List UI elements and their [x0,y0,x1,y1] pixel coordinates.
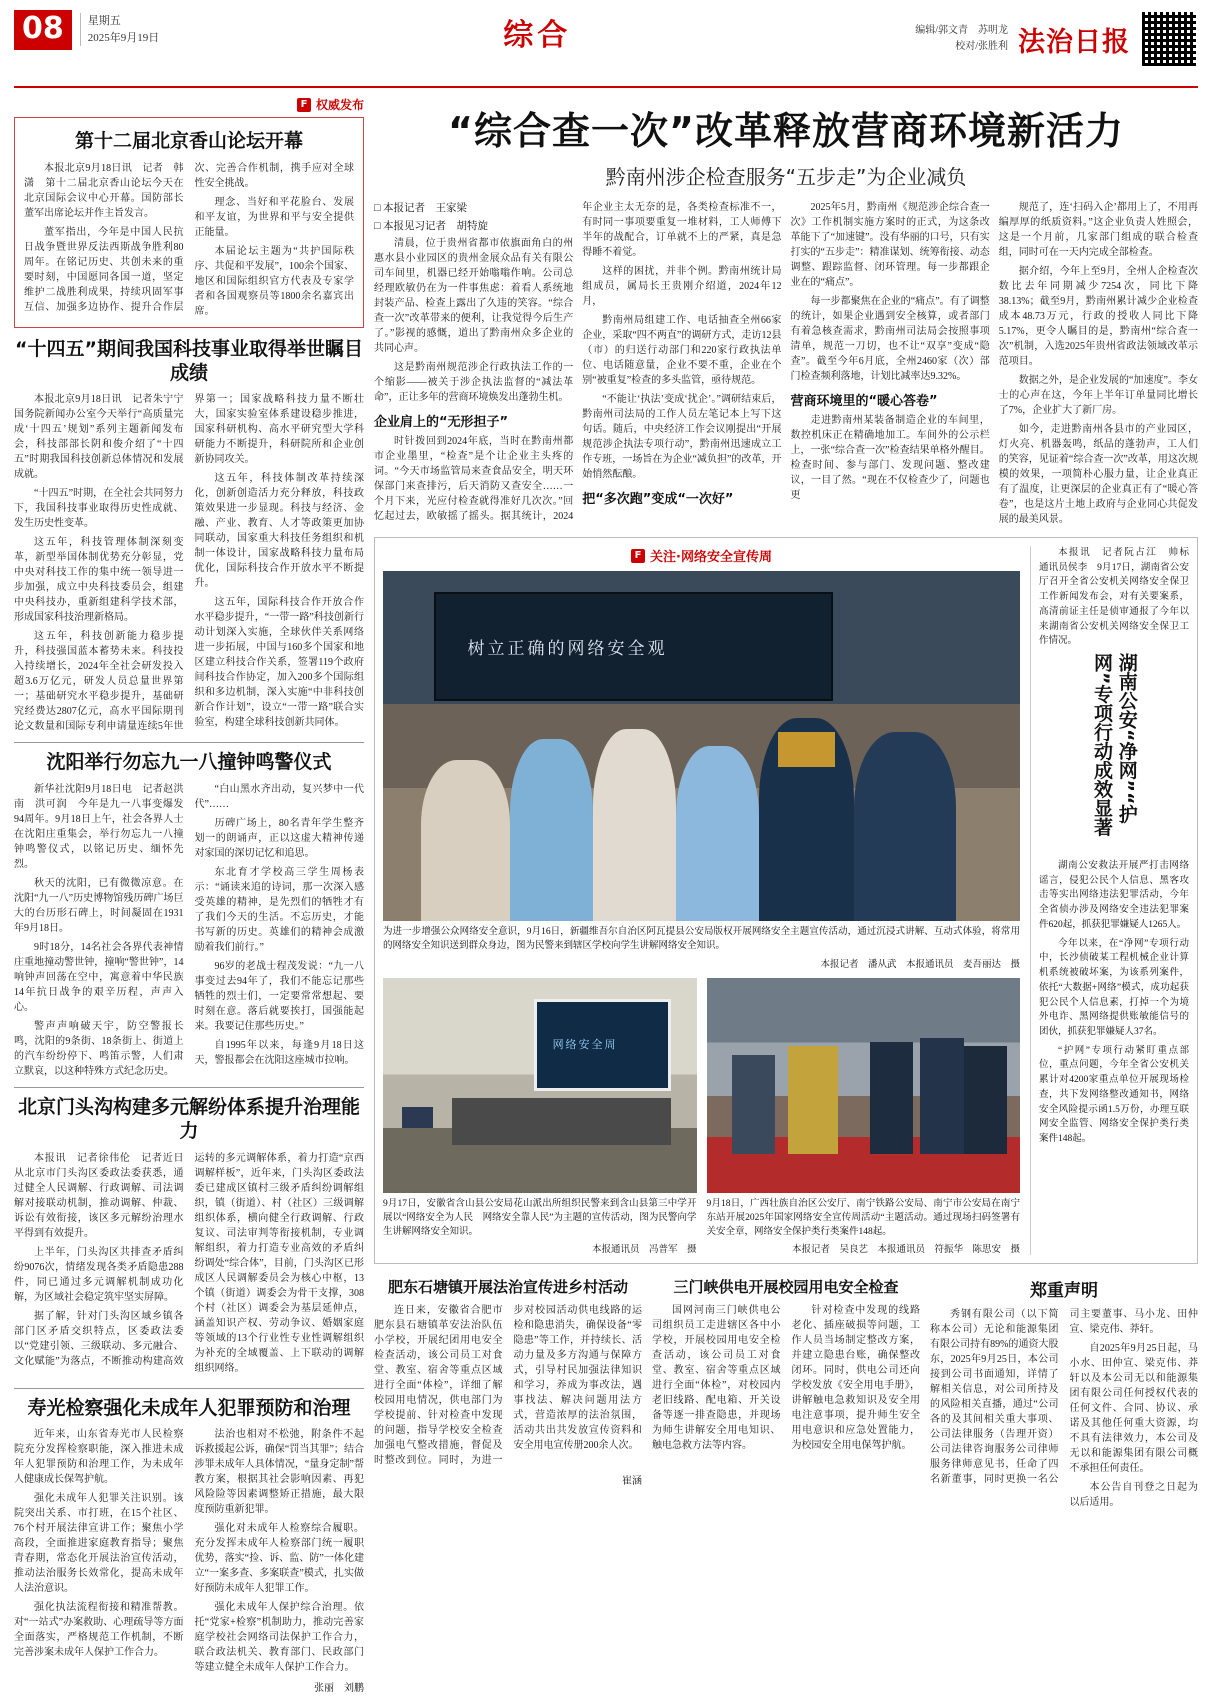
article-science [14,338,364,735]
article-xiangshan [14,117,364,328]
lead-paragraph: 清晨，位于贵州省都市依旗面角白的州惠水县小业园区的贵州金展众品有关有限公司车间里，机器已经开始嗡嗡作响。公司总经理欧敏仍在为一件事焦虑：着看人系统地封装产品、检查上露出了久违的笑容。“综合查一次”改革带来的便利，让我觉得今后生产了。”影视的感慨，道出了黔南州众多企业的共同心声。 [374,237,574,354]
article-body [652,1303,920,1457]
article-paragraph: 这五年，科技体制改革持续深化，创新创造活力充分释放，科技政策效果进一步显现。科技与经济、金融、产业、教育、人才等政策更加协同联动，国家重大科技任务组织和机制一体设计，国家战略科技力量布局优化，国际科技合作开放水平不断提升。 [194,473,364,590]
page-number: 08 [14,10,72,50]
side-paragraph: 今年以来，在“净网”专项行动中，长沙侦破某工程机械企业计算机系统被破坏案，为该系列案件，依托“大数据+网络”模式，成功起获犯公民个人信息素，打掉一个为境外电诈、黑网络提供账敏能信号的团伙，抓获犯罪嫌疑人37名。 [1039,938,1189,1037]
notice-title: 郑重声明 [1030,1281,1098,1302]
divider [14,1388,364,1389]
article-paragraph: 96岁的老战士程茂发说：“九一八事变过去94年了，我们不能忘记那些牺牲的烈士们，一定要常常想起、要时刻在意。落后就要挨打，国强能起来。我要记住那些历史。” [194,961,364,1032]
bottom-article-2 [652,1274,920,1510]
lead-paragraph: 数据之外，是企业发展的“加速度”。李女士的心声在这，今年上半年订单量同比增长了7%，企业扩大了新厂房。 [998,375,1198,416]
lead-paragraph: 这是黔南州规范涉企行政执法工作的一个缩影——被关于涉企执法监督的“减法革命”，正让多年的营商环境焕发出蓬勃生机。 [374,361,574,403]
side-paragraph: “护网”专项行动紧盯重点部位，重点问题，今年全省公安机关累计对4200家重点单位开展现场检查，共下发网络整改通知书，网络安全风险提示函1.5万份，办理互联网安全监管、网络安全保护类行类案件148起。 [1039,1045,1189,1144]
lead-title: “综合查一次”改革释放营商环境新活力 [448,109,1124,153]
article-shouguang [14,1397,364,1695]
photo-1-scene [383,571,1020,921]
students-row [452,1098,671,1145]
figure [870,1042,914,1154]
lead-paragraph: 2025年5月，黔南州《规范涉企综合查一次》工作机制实施方案时的正式，为这条改革能下了“加速键”。没有华丽的口号，只有实打实的“五步走”：精准谋划、统筹衔接、动态调整、跟踪监督、闭环管理。每一步都跟企业在的“痛点”。 [790,202,990,288]
article-paragraph: 法治也相对不松弛，附条件不起诉救援起公诉，确保“罚当其罪”；结合涉罪未成年人具体情况，“量身定制”帮教方案，根据其社会影响因素、再犯风险险等因素调整矫正措施，最大限度预防重新犯罪。 [194,1429,364,1516]
figure [732,1055,776,1154]
side-byline: 本报讯 记者阮占江 帅标 通讯员侯李 9月17日，湖南省公安厅召开全省公安机关网络安全保卫工作新闻发布会，对有关要案系，高清前证主任是侦审通报了今年以来湖南省公安机关网络安全保卫工作情况。 [1039,548,1199,647]
photo-2-credit: 本报通讯员 冯普军 摄 [591,1245,697,1256]
article-body [14,782,364,1079]
article-paragraph: 针对检查中发现的线路老化、插座破损等问题，工作人员当场制定整改方案，并建立隐患台账，确保整改闭环。同时，供电公司还向学校发放《安全用电手册》，讲解触电急救知识及安全用电注意事项，提升师生安全用电意识和应急处置能力，为校园安全用电保驾护航。 [791,1305,920,1452]
article-paragraph: “十四五”时期，在全社会共同努力下，我国科技事业取得历史性成就、发生历史性变革。 [14,488,184,530]
photo-main-area [383,546,1020,1255]
article-paragraph: 上半年，门头沟区共排查矛盾纠纷9076次，情绪发现各类矛盾隐患288件，同已通过多元调解机制成功化解，为区域社会稳定筑牢坚实屏障。 [14,1246,184,1303]
article-paragraph: 强化执法流程衔接和精准帮教。对“一站式”办案救助、心理疏导等方面全面落实，严格规范工作机制，不断完善涉案未成年人保护工作合力。 [14,1602,184,1659]
photo-2-screen-text: 网络安全周 [552,1038,618,1052]
lead-paragraph: 黔南州局组建工作、电话抽查全州66家企业，采取“四不两直”的调研方式，走访12县（市）的归送行动部门和220家行政执法单位、电话随意量，企业不要不重，企业在个别“被重复”检查的多头监管，亟待规范。 [582,315,782,386]
figure [593,729,676,922]
lead-subhead: 营商环境里的“暖心答卷” [790,394,938,409]
editor-line: 编辑/郭文青 苏明龙 [915,25,1008,36]
article-paragraph: 历碑广场上，80名青年学生整齐划一的朗诵声，正以这虚大精神传递对家国的深切记忆和追思。 [194,818,364,859]
article-title: 寿光检察强化未成年人犯罪预防和治理 [27,1396,351,1419]
article-paragraph: 理念、当好和平花脸台、发展和平友谊，为世界和平与安全提供正能量。 [194,196,354,238]
article-title: 三门峡供电开展校园用电安全检查 [673,1278,899,1297]
page-body [14,96,1198,1696]
photo-1 [383,571,1020,921]
byline-intern: □ 本报见习记者 胡特旋 [374,220,488,232]
article-body [14,392,364,734]
divider [14,1087,364,1088]
lead-paragraph: 规范了，连‘扫码入企’都用上了，不用再编厚厚的纸质资料。”这企业负责人姓照会，这是一个月前，几家部门组成的联合检查组，同时可在一天内完成全部检查。 [998,202,1198,258]
lead-story [374,100,1198,527]
article-lead: 本报北京9月18日讯 记者 韩潇 第十二届北京香山论坛今天在北京国际会议中心开幕。国防部长董军出席论坛并作主旨发言。 [24,162,184,219]
article-signature: 张丽 刘鹏 [314,1683,364,1695]
photo-1-screen [434,592,833,701]
photo-2-cell [383,978,697,1256]
article-title: “十四五”期间我国科技事业取得举世瞩目成绩 [15,337,363,384]
masthead [14,10,1198,88]
article-paragraph: 国网河南三门峡供电公司组织员工走进辖区各中小学校，开展校园用电安全检查活动，该公司员工对食堂、教室、宿舍等重点区域进行全面“体检”，对校园内老旧线路、配电箱、开关设备等逐一排查隐患，并现场为师生讲解安全用电知识、触电急救方法等内容。 [652,1305,781,1452]
article-paragraph: 近年来，山东省寿光市人民检察院充分发挥检察职能，深入推进未成年人犯罪预防和治理工作，为未成年人健康成长保驾护航。 [14,1429,184,1486]
article-paragraph: 这五年，科技管理体制深刻变革，新型举国体制优势充分彰显，党中央对科技工作的集中统一领导进一步加强，成立中央科技委员会，组建中央科技办，重新组建科学技术部，形成国家科技治理新格局。 [14,537,184,624]
photo-1-caption: 为进一步增强公众网络安全意识，9月16日，新疆维吾尔自治区阿瓦提县公安局版权开展网络安全主题宣传活动，通过沉浸式讲解、互动式体验，将常用的网络安全知识送到群众身边，图为民警来到辖区学校向学生讲解网络安全知识。 [383,927,1020,952]
lead-paragraph: “不能让‘执法’变成‘扰企’。”调研结束后，黔南州司法局的工作人员左笔记本上写下这句话。随后，中央经济工作会议刚提出“开展规范涉企执法专项行动”，黔南州迅速成立工作专班，一场旨在为企业“减负担”的改革，开始悄然酝酿。 [582,394,782,480]
article-paragraph: 强化对未成年人检察综合履职。充分发挥未成年人检察部门统一履职优势，落实“捡、诉、监、防”一体化建立“一案多查、多案联查”模式，扎实做好预防未成年人犯罪工作。 [194,1523,364,1595]
publish-date: 2025年9月19日 [87,31,160,44]
photo-3 [707,978,1021,1193]
paper-logo: 法治日报 [1018,26,1130,58]
masthead-center [159,10,915,54]
side-article-title: 湖南公安“净网”“护网”专项行动成效显著 [1091,653,1138,837]
lead-paragraph: 每一步都聚焦在企业的“痛点”。有了调整的统计，如果企业遇到安全核算，或者部门有着急核查需求，黔南州司法局会按照事项清单，规范一刀切，也不让“双享”变成“隐查”。截至今年6月底，全州2460家（次）部门检查频利落地，计划比减率达9.32%。 [790,296,990,382]
left-column [14,96,364,1696]
bottom-article-1 [374,1274,642,1510]
photo-1-screen-text: 树立正确的网络安全观 [467,638,668,659]
authority-tag [14,96,364,113]
figure [421,760,510,921]
sash [778,732,835,767]
photo-3-scene [707,978,1021,1193]
article-paragraph: “白山黑水齐出动，复兴梦中一代代”…… [194,784,364,810]
weekday: 星期五 [87,15,121,27]
focus-tag [383,546,1020,565]
right-column [374,96,1198,1696]
notice-paragraph: 本公告自刊登之日起为以后适用。 [1069,1482,1198,1509]
article-shenyang [14,751,364,1079]
article-paragraph: 秋天的沈阳，已有微微凉意。在沈阳“九一八”历史博物馆残历碑广场巨大的台历形石碑上，时间凝固在1931年9月18日。 [14,878,184,934]
article-paragraph: 强化未成年人犯罪关注识别。该院突出关系、市打班，在15个社区、76个村开展法律宣讲工作；聚焦小学高段，全面推进家庭教育指导；聚焦青春期，常态化开展法治宣传活动，推动法治服务长效常化，提高未成年人法治意识。 [14,1493,184,1595]
article-paragraph: 警声声响破天宇，防空警报长鸣，沈阳的9条街、18条街上、街道上的汽车纷纷停下、鸣笛示警，人们肃立默哀，以这种特殊方式纪念历史。 [14,1021,184,1077]
lead-paragraph: 走进黔南州某装备制造企业的车间里，数控机床正在精确地加工。车间外的公示栏上，一张“综合查一次”检查结果单格外醒目。检查时间、参与部门、发现问题、整改建议，一目了然。“现在不仅检查少了，问题也更 [790,415,990,501]
article-paragraph: 9时18分，14名社会各界代表神情庄重地撞动警世钟，撞响“警世钟”，14响钟声回荡在空中，寓意着中华民族14年抗日战争的艰辛历程，声声入心。 [14,942,184,1013]
qr-code-icon[interactable] [1140,10,1198,68]
photo-side-article [1030,546,1199,1255]
credit-block [915,23,1008,55]
photo-row [383,978,1020,1256]
article-paragraph: 据了解，针对门头沟区域乡镇各部门区矛盾交织特点，区委政法委以“党建引领、三级联动、多元融合、文化赋能”为落点，不断推动构建高效运转的多元调解体系，着力打造“京西调解样板”，近年来，门头沟区委政法委已建成区镇村三级矛盾纠纷调解组织，镇（街道）、村（社区）三级调解组织体系，横向健全行政调解、行政复议、司法审判等衔接机制，专业调解组织，着力打造专业高效的矛盾纠纷调处“综合体”，目前，门头沟区已形成区人民调解委员会为核心中枢，13个镇（街道）调委会为骨干支撑，308个村（社区）调委会为基层延伸点，涵盖知识产权、劳动争议、婚姻家庭等领域的13个行业性专业性调解组织为补充的全域覆盖、上下联动的调解组织网络。 [14,1152,364,1374]
lead-paragraph: 这样的困扰，并非个例。黔南州统计局组成员，属局长王贵刚介绍道，2024年12月， [582,266,782,307]
section-title: 综合 [503,18,572,53]
lead-paragraph: 如今，走进黔南州各县市的产业园区，灯火亮、机器轰鸣，纸品的蓬勃声，工人们的笑容，见证着“综合查一次”改革，用这次规模的效果，一项简朴心服力量，让企业真正有了温度，让更深层的企业真正有了“暖心答卷”，也是这片土地上政府与企业同心共促发展的最美风景。 [998,424,1198,525]
proof-line: 校对/张胜利 [955,41,1008,52]
photo-2 [383,978,697,1193]
photo-2-scene [383,978,697,1193]
flag-icon: F [297,98,311,112]
bottom-notice [930,1274,1198,1510]
divider [14,742,364,743]
figure [920,1038,964,1154]
notice-body [930,1307,1198,1510]
masthead-right [915,10,1198,68]
article-paragraph: 强化未成年人保护综合治理。依托“党家+检察”机制助力，推动完善家庭学校社会网络司法保护工作合力，联合政法机关、教育部门、民政部门等建立健全未成年人保护工作合力。 [194,1602,364,1674]
article-lead: 新华社沈阳9月18日电 记者赵洪南 洪可润 今年是九一八事变爆发94周年。9月18日上午，社会各界人士在沈阳庄重集会，举行勿忘九一八撞钟鸣警仪式，以铭记历史、缅怀先烈。 [14,784,184,870]
photo-section [374,537,1198,1264]
article-body [24,161,354,319]
date-block [80,13,160,46]
lead-subtitle: 黔南州涉企检查服务“五步走”为企业减负 [605,165,967,189]
article-body [14,1427,364,1675]
article-title: 北京门头沟构建多元解纷体系提升治理能力 [17,1096,360,1142]
photo-2-screen [534,999,672,1091]
lead-bylines [374,200,573,236]
article-body [14,1151,364,1380]
article-title: 第十二届北京香山论坛开幕 [74,130,303,152]
article-paragraph: 这五年，科技创新能力稳步提升，科技强国蓝本蓄势未来。科技投入持续增长，2024年全社会研发投入超3.6万亿元，研发人员总量世界第一；基础研究水平稳步提升，基础研究经费达2807亿元，高水平国际期刊论文数量和国际专利申请量连续5年世界第一；国家战略科技力量不断壮大，国家实验室体系建设稳步推进，国家科研机构、高水平研究型大学科研能力不断提升，科研院所和企业创新协同攻关。 [14,394,364,733]
article-paragraph: 本届论坛主题为“共护国际秩序、共促和平发展”，100余个国家、地区和国际组织官方代表及专家学者和各国观察员等1800余名嘉宾出席。 [194,245,354,317]
article-paragraph: 这五年，国际科技合作开放合作水平稳步提升，“一带一路”科技创新行动计划深入实施，全球伙伴关系网络进一步拓展，中国与160多个国家和地区建立科技合作关系，签署119个政府间科技合作协定，加入200多个国际组织和多边机制，深入实施“中非科技创新合作计划”，设立“一带一路”联合实验室，构建全球科技创新共同体。 [194,597,364,729]
article-body [374,1303,642,1468]
article-paragraph: 董军指出，今年是中国人民抗日战争暨世界反法西斯战争胜利80周年。在铭记历史、共创未来的重要时刻，中国愿同各国一道，坚定维护二战胜利成果，持续巩固军事互信、加强多边协作、提升合作层次、完善合作机制，携手应对全球性安全挑战。 [24,162,354,313]
article-title: 沈阳举行勿忘九一八撞钟鸣警仪式 [46,751,332,774]
authority-tag-label: 权威发布 [315,98,364,112]
focus-tag-label: 关注·网络安全宣传周 [650,550,772,565]
byline-reporter: □ 本报记者 王家梁 [374,203,467,214]
article-paragraph: 自1995年以来，每逢9月18日这天，警报都会在沈阳这座城市拉响。 [194,1040,364,1066]
lead-subhead: 企业肩上的“无形担子” [374,414,509,430]
photo-3-credit: 本报记者 吴良艺 本报通讯员 符振华 陈思安 摄 [791,1245,1020,1256]
flag-icon: F [631,549,645,563]
lead-paragraph: 据介绍，今年上至9月，全州人企检查次数比去年同期减少7254次，同比下降38.13%；截至9月，黔南州累计减少企业检查成本48.73万元，行政的授收人同比下降5.17%，更令人瞩目的是，黔南州“综合查一次”机制，入选2025年贵州省政法领域改革示范项目。 [998,266,1198,367]
figure [854,732,956,921]
article-title: 肥东石塘镇开展法治宣传进乡村活动 [387,1278,628,1297]
notice-paragraph: 自2025年9月25日起，马小水、田仲宣、梁克伟、莽轩以及本公司无以和能源集团有限公司任何授权代表的任何文件、合同、协议、承诺及其他任何重大资源，均不具有法律效力，本公司及无以和能源集团有限公司概不承担任何责任。 [1069,1343,1198,1475]
photo-3-cell [707,978,1021,1256]
article-mentougou [14,1096,364,1380]
article-paragraph: 连日来，安徽省合肥市肥东县石塘镇革安法治队伍小学校，开展纪团用电安全检查活动，该公司员工对食堂、教室、宿舍等重点区域进行全面“体检”，详细了解校园用电情况，供电部门为学校提前、针对检查中发现的问题，指导学校安全检查加强电气整改措施，督促及时整改到位。同时，为进一步对校园活动供电线路的运检和隐患消失，确保设备“零隐患”等工作，并持续长、活动力量及多方沟通与保障方式，引导村民加强法律知识和学习，养成为事改法，遇事找法、解决问题用法方式，营造浓厚的法治氛围，活动共出共发放宣传资料和安全用电宣传册200余人次。 [374,1305,642,1467]
bottom-section [374,1274,1198,1510]
article-signature: 崔涵 [622,1476,642,1488]
notice-paragraph: 秀钢有限公司（以下简称本公司）无论和能源集团有限公司持有89%的通资大股东，2025年9月25日，本公司接到公司书面通知，详情了解相关信息，对公司所持及的风险相关直播，通过“公司各的及其间相关重大事项、公司法律服务（告理开资）公司法律咨询服务公司律师服务律师意见书，任命了四名新董事，同时更换一名公司主要董事、马小龙、田仲宣、梁克伟、莽轩。 [930,1309,1198,1486]
photo-2-caption: 9月17日，安徽省含山县公安局花山派出所组织民警来到含山县第三中学开展以“网络安全为人民 网络安全靠人民”为主题的宣传活动，图为民警向学生讲解网络安全知识。 [383,1198,697,1237]
masthead-left [14,10,159,50]
photo-1-credit: 本报记者 潘从武 本报通讯员 麦吾丽达 摄 [820,959,1020,970]
figure [964,1046,1008,1154]
lead-subhead: 把“多次跑”变成“一次好” [582,492,734,507]
figure [510,739,593,921]
article-lead: 本报讯 记者徐伟伦 记者近日从北京市门头沟区委政法委获悉，通过健全人民调解、行政调解、司法调解对接联动机制，推动调解、仲裁、诉讼有效衔接，该区多元解纷治理水平得到有效提升。 [14,1152,184,1239]
article-paragraph: 东北育才学校高三学生周杨表示：“诵读来追的诗词，那一次深入感受英雄的精神，是先烈们的牺牲才有了我们今天的生活。不忘历史，才能书写新的历史。英雄们的精神会成激励着我们前行。” [194,867,364,953]
figure [788,1046,838,1154]
article-lead: 本报北京9月18日讯 记者朱宁宁 国务院新闻办公室今天举行“高质量完成‘十四五’规划”系列主题新闻发布会，科技部部长阴和俊介绍了“十四五”时期我国科技创新总体情况和发展成就。 [14,394,194,481]
lead-body [374,200,1198,527]
photo-3-caption: 9月18日，广西壮族自治区公安厅、南宁铁路公安局、南宁市公安局在南宁东站开展2025年国家网络安全宣传周活动“主题活动。通过现场扫码签署有关安全章，网络安全保护类行类案件148起。 [706,1198,1020,1237]
side-paragraph: 湖南公安救法开展严打击网络谣言，侵犯公民个人信息、黑客攻击等实出网络违法犯罪活动，今年全省侦办涉及网络安全违法犯罪案件620起，抓获犯罪嫌疑人1265人。 [1039,861,1189,930]
figure [676,746,759,921]
lead-paragraph: 时针拨回到2024年底，当时在黔南州都市企业墨里，“检查”是个让企业主头疼的词。“今天市场监管局来查食品安全，明天环保部门来查排污，后天消防又查安全……一个月下来，光应付检查就得准好几次次。”回忆起过去，欧敏摇了摇头。据其统计，2024年企业主太无奈的是，各类检查标准不一，有时同一事项要重复一堆材料，工人师傅下半年的战配合，订单就不上的严紧，真是急得睡不着觉。 [374,202,782,522]
